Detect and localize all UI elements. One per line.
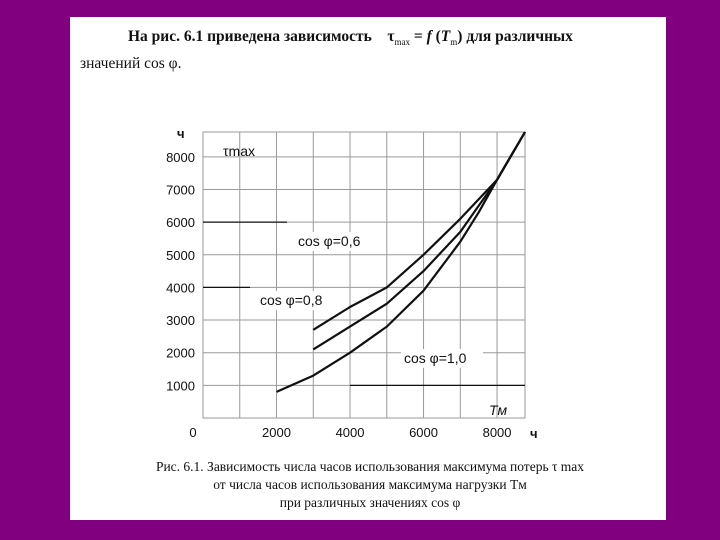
plot-frame bbox=[203, 132, 525, 418]
intro-tau: τ bbox=[387, 28, 395, 45]
x-tick-label: 8000 bbox=[482, 425, 512, 440]
x-tick-label: 0 bbox=[189, 425, 197, 440]
intro-paren-open: ( bbox=[431, 28, 441, 45]
caption-line-1: Рис. 6.1. Зависимость числа часов использования максимума потерь τ max bbox=[155, 459, 585, 474]
figure-caption bbox=[100, 458, 640, 512]
caption-line-3: при различных значениях cos φ bbox=[279, 495, 461, 510]
intro-prefix: На рис. 6.1 приведена зависимость bbox=[128, 28, 372, 45]
y-tick-label: 2000 bbox=[166, 345, 195, 361]
intro-T-sub: m bbox=[450, 37, 458, 48]
intro-f: f bbox=[426, 28, 432, 45]
intro-suffix: для различных bbox=[462, 28, 573, 45]
x-tick-label: 2000 bbox=[262, 425, 291, 440]
x-axis-symbol: Tм bbox=[489, 402, 508, 418]
intro-eq: = bbox=[409, 28, 427, 45]
y-tick-label: 3000 bbox=[166, 313, 195, 329]
y-tick-label: 7000 bbox=[166, 182, 195, 198]
y-tick-label: 8000 bbox=[166, 149, 195, 165]
y-tick-label: 5000 bbox=[166, 247, 195, 263]
series-label-3: cos φ=1,0 bbox=[404, 350, 467, 366]
y-axis-symbol: τmax bbox=[223, 143, 255, 159]
series-label-1: cos φ=0,6 bbox=[298, 233, 361, 249]
y-tick-label: 4000 bbox=[166, 280, 195, 296]
y-tick-label: 6000 bbox=[166, 215, 195, 231]
series-line-1 bbox=[313, 132, 525, 330]
caption-line-2: от числа часов использования максимума нагрузки Tм bbox=[213, 477, 527, 492]
slide-sheet bbox=[70, 17, 666, 520]
y-tick-label: 1000 bbox=[166, 378, 195, 394]
intro-line2: значений cos φ. bbox=[80, 55, 182, 73]
intro-paren-close: ) bbox=[457, 28, 463, 45]
tau-max-chart bbox=[70, 17, 666, 447]
intro-T: T bbox=[440, 28, 451, 45]
x-tick-label: 6000 bbox=[409, 425, 439, 440]
x-tick-label: 4000 bbox=[335, 425, 365, 440]
y-axis-unit: ч bbox=[177, 126, 185, 141]
x-axis-unit: ч bbox=[530, 426, 538, 441]
intro-tau-sub: max bbox=[394, 37, 410, 48]
series-label-2: cos φ=0,8 bbox=[260, 292, 323, 308]
